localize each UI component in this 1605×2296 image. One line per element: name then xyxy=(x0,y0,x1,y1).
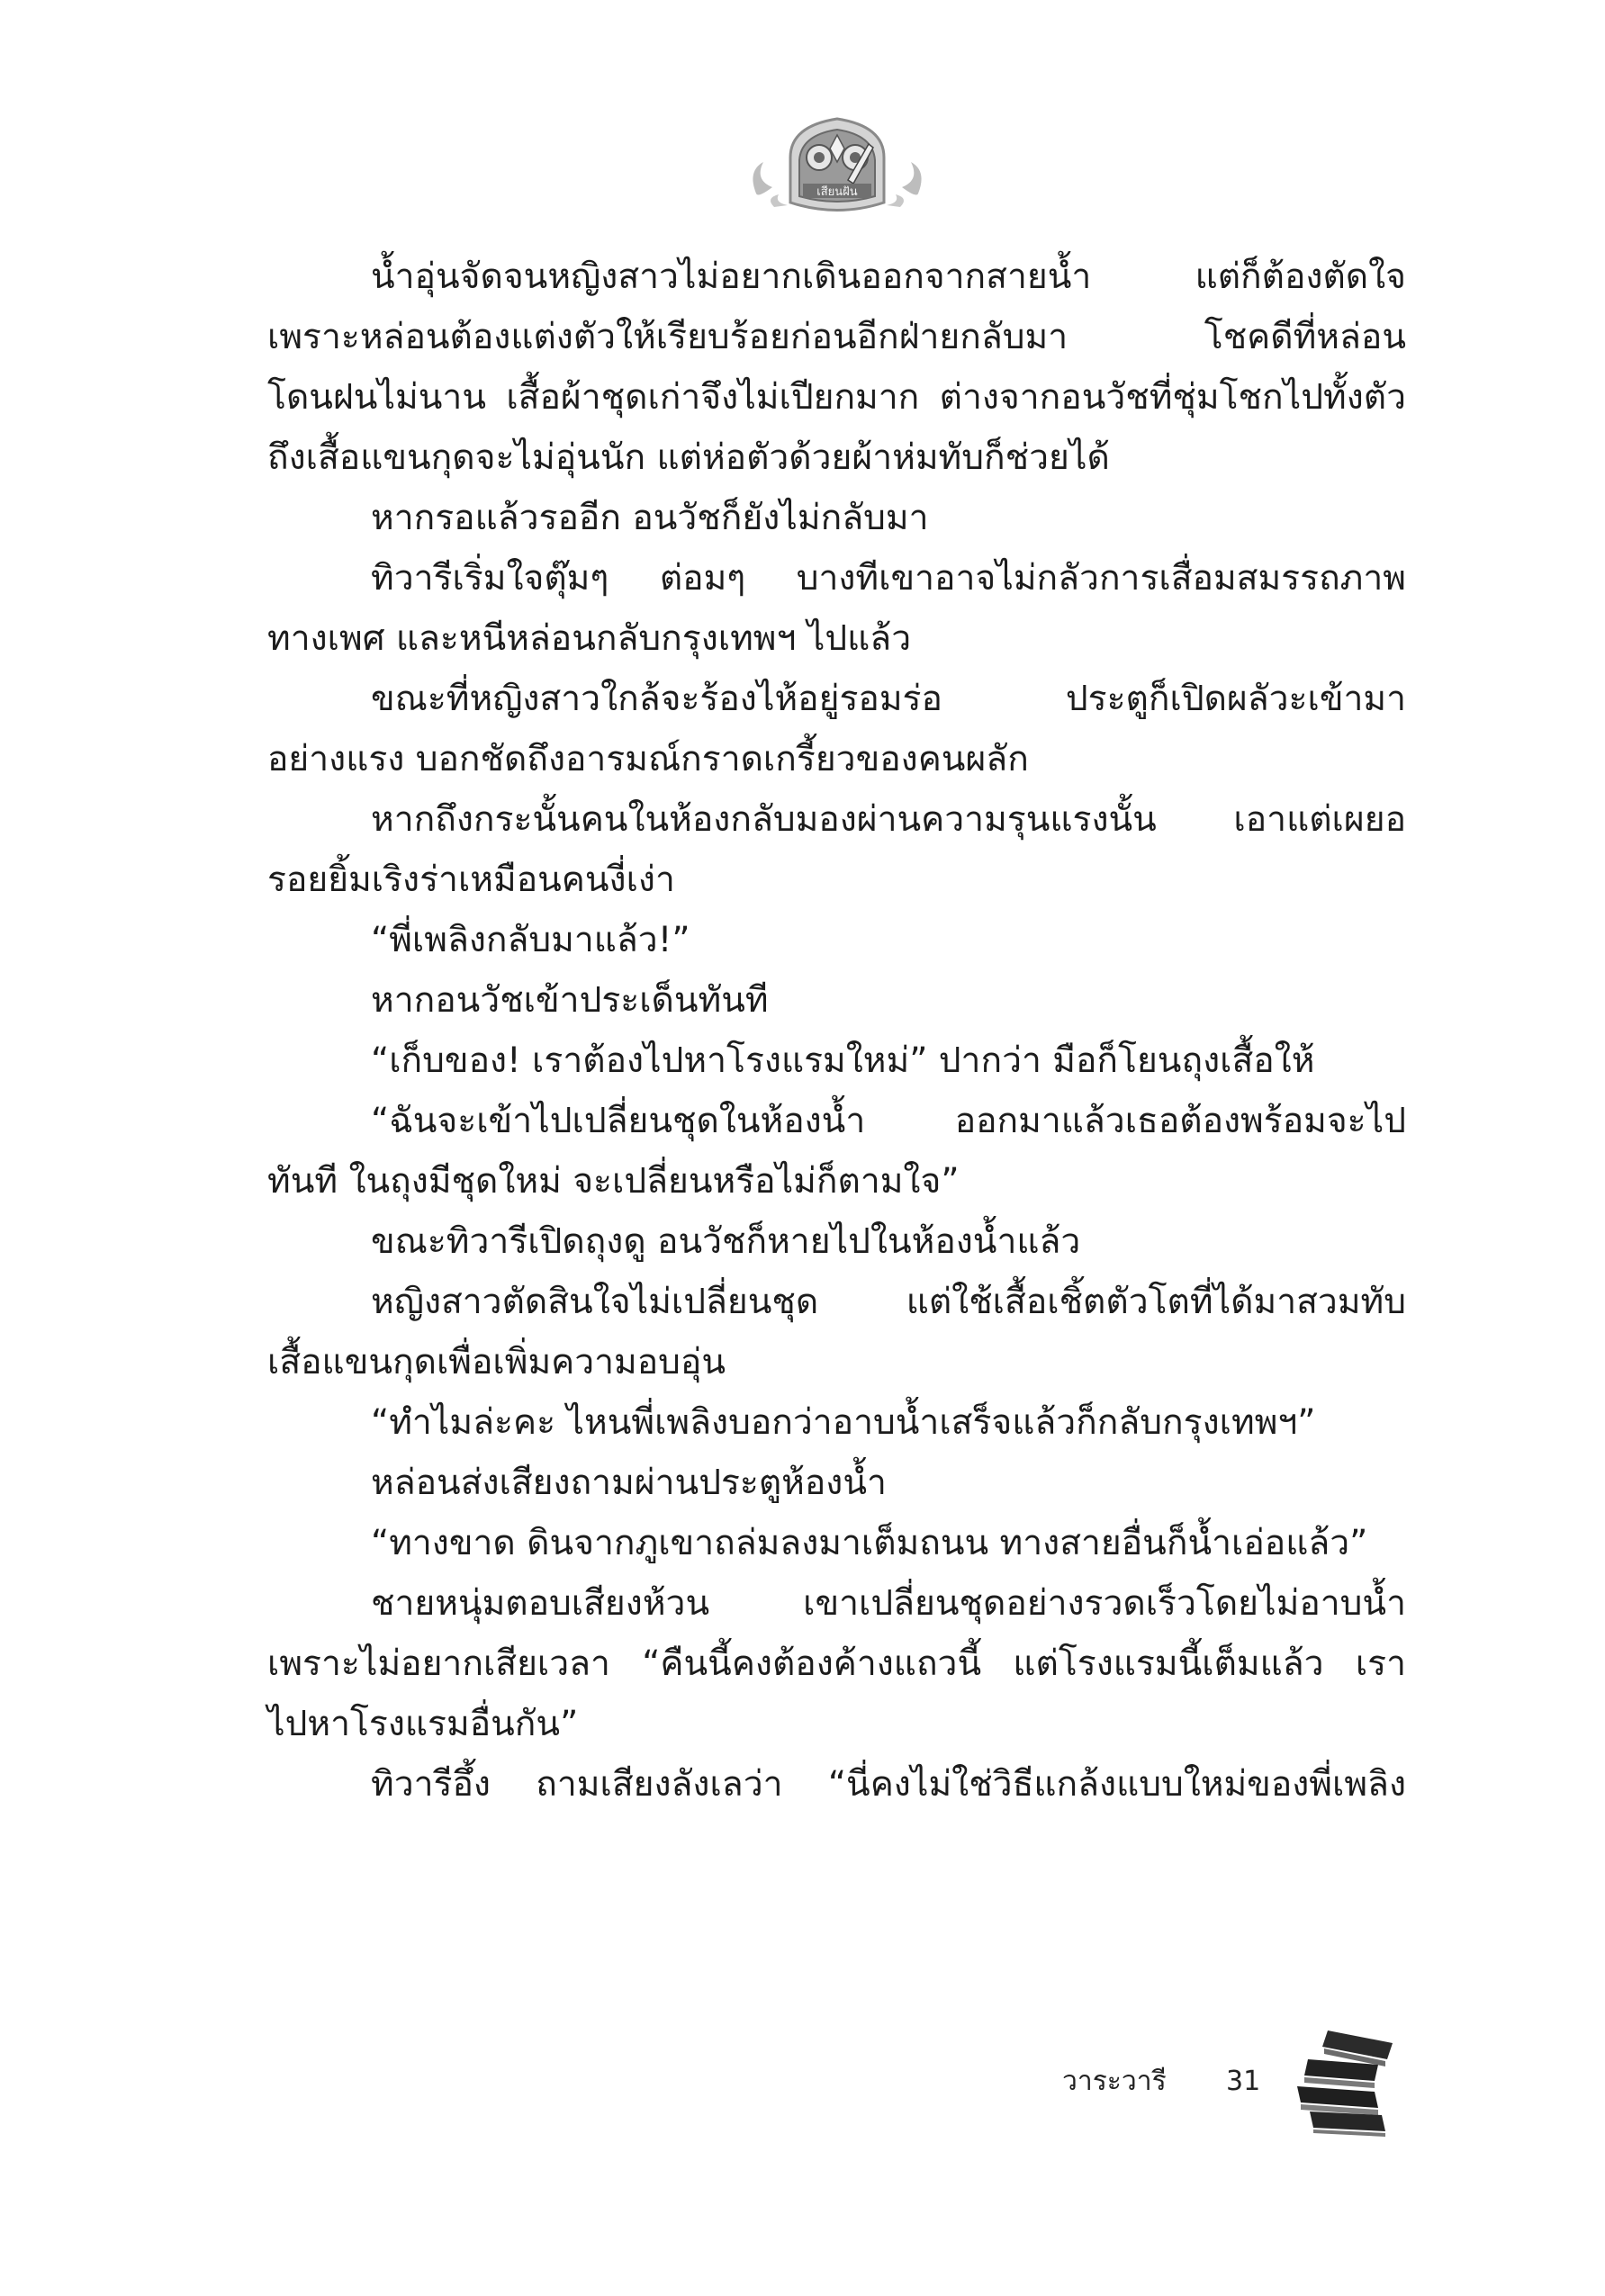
text-line: หากถึงกระนั้นคนในห้องกลับมองผ่านความรุนแรงนั้น เอาแต่เผยอ xyxy=(371,799,1406,840)
text-line: ทิวารีอึ้ง ถามเสียงลังเลว่า “นี่คงไม่ใช่วิธีแกล้งแบบใหม่ของพี่เพลิง xyxy=(371,1764,1406,1805)
text-line: “ฉันจะเข้าไปเปลี่ยนชุดในห้องน้ำ ออกมาแล้วเธอต้องพร้อมจะไป xyxy=(371,1101,1406,1141)
text-line: “พี่เพลิงกลับมาแล้ว!” xyxy=(371,920,690,960)
text-line: เพราะหล่อนต้องแต่งตัวให้เรียบร้อยก่อนอีกฝ่ายกลับมา โชคดีที่หล่อน xyxy=(267,317,1406,357)
book-stack-icon xyxy=(1292,2023,1398,2137)
text-line: ขณะทิวารีเปิดถุงดู อนวัชก็หายไปในห้องน้ำแล้ว xyxy=(371,1221,1081,1262)
text-line: “ทางขาด ดินจากภูเขาถล่มลงมาเต็มถนน ทางสายอื่นก็น้ำเอ่อแล้ว” xyxy=(371,1523,1368,1563)
footer-book-title: วาระวารี xyxy=(1062,2066,1167,2097)
text-line: หญิงสาวตัดสินใจไม่เปลี่ยนชุด แต่ใช้เสื้อเชิ้ตตัวโตที่ได้มาสวมทับ xyxy=(371,1282,1406,1322)
text-line: “เก็บของ! เราต้องไปหาโรงแรมใหม่” ปากว่า มือก็โยนถุงเสื้อให้ xyxy=(371,1040,1315,1081)
text-line: รอยยิ้มเริงร่าเหมือนคนงี่เง่า xyxy=(267,860,675,900)
ornamental-crest-icon xyxy=(747,108,927,221)
page-number: 31 xyxy=(1226,2066,1261,2097)
text-line: โดนฝนไม่นาน เสื้อผ้าชุดเก่าจึงไม่เปียกมาก ต่างจากอนวัชที่ชุ่มโชกไปทั้งตัว xyxy=(267,377,1406,418)
text-line: “ทำไมล่ะคะ ไหนพี่เพลิงบอกว่าอาบน้ำเสร็จแล้วก็กลับกรุงเทพฯ” xyxy=(371,1402,1316,1443)
text-line: ขณะที่หญิงสาวใกล้จะร้องไห้อยู่รอมร่อ ประตูก็เปิดผลัวะเข้ามา xyxy=(371,679,1406,719)
text-line: เพราะไม่อยากเสียเวลา “คืนนี้คงต้องค้างแถวนี้ แต่โรงแรมนี้เต็มแล้ว เรา xyxy=(267,1643,1406,1684)
text-line: น้ำอุ่นจัดจนหญิงสาวไม่อยากเดินออกจากสายน้ำ แต่ก็ต้องตัดใจ xyxy=(371,257,1406,297)
text-line: หล่อนส่งเสียงถามผ่านประตูห้องน้ำ xyxy=(371,1463,887,1503)
text-line: อย่างแรง บอกชัดถึงอารมณ์กราดเกรี้ยวของคนผลัก xyxy=(267,739,1029,779)
text-line: ชายหนุ่มตอบเสียงห้วน เขาเปลี่ยนชุดอย่างรวดเร็วโดยไม่อาบน้ำ xyxy=(371,1583,1406,1624)
text-line: ทางเพศ และหนีหล่อนกลับกรุงเทพฯ ไปแล้ว xyxy=(267,618,912,659)
text-line: ไปหาโรงแรมอื่นกัน” xyxy=(267,1704,579,1744)
text-line: ถึงเสื้อแขนกุดจะไม่อุ่นนัก แต่ห่อตัวด้วยผ้าห่มทับก็ช่วยได้ xyxy=(267,437,1110,478)
text-line: ทันที ในถุงมีชุดใหม่ จะเปลี่ยนหรือไม่ก็ตามใจ” xyxy=(267,1161,960,1202)
text-line: ทิวารีเริ่มใจตุ๊มๆ ต่อมๆ บางทีเขาอาจไม่กลัวการเสื่อมสมรรถภาพ xyxy=(371,558,1406,599)
text-line: เสื้อแขนกุดเพื่อเพิ่มความอบอุ่น xyxy=(267,1342,726,1382)
text-line: หากอนวัชเข้าประเด็นทันที xyxy=(371,980,769,1021)
logo-text: เสียนฝัน xyxy=(816,185,858,199)
text-line: หากรอแล้วรออีก อนวัชก็ยังไม่กลับมา xyxy=(371,498,929,538)
